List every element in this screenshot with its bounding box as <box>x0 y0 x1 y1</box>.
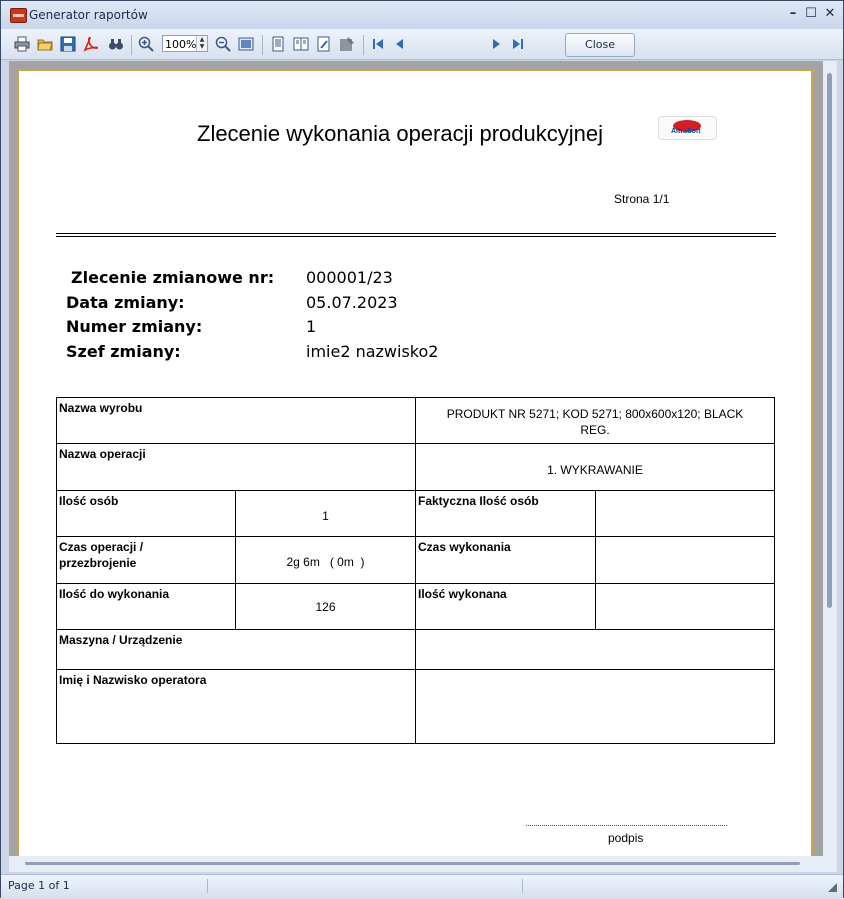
horizontal-scrollbar[interactable] <box>9 856 837 872</box>
vertical-scroll-thumb[interactable] <box>827 73 832 608</box>
shift-chief-value: imie2 nazwisko2 <box>306 342 439 361</box>
machine-label: Maszyna / Urządzenie <box>59 633 183 647</box>
save-icon[interactable] <box>60 36 76 52</box>
people-count-value-cell <box>235 490 416 537</box>
pdf-export-icon[interactable] <box>82 36 98 52</box>
divider-line <box>56 236 776 237</box>
operation-name-value: 1. WYKRAWANIE <box>547 463 643 477</box>
machine-cell <box>56 629 416 670</box>
operation-time-cell <box>56 536 236 584</box>
signature-label: podpis <box>608 831 644 845</box>
execution-time-label: Czas wykonania <box>418 540 511 554</box>
toolbar-separator <box>131 35 132 55</box>
quantity-done-cell <box>415 583 596 630</box>
operator-name-cell <box>56 669 416 744</box>
execution-time-cell <box>415 536 596 584</box>
shift-number-label: Numer zmiany: <box>66 317 203 336</box>
execution-time-value-cell[interactable] <box>595 536 775 584</box>
horizontal-scroll-thumb[interactable] <box>25 862 800 865</box>
previous-page-icon[interactable] <box>392 36 408 52</box>
quantity-to-do-value: 126 <box>315 600 336 614</box>
shift-number-value: 1 <box>306 317 317 336</box>
open-folder-icon[interactable] <box>37 36 53 52</box>
actual-people-label: Faktyczna Ilość osób <box>418 494 539 508</box>
operation-name-label: Nazwa operacji <box>59 447 146 461</box>
watermark-icon[interactable] <box>339 36 355 52</box>
maximize-button[interactable]: ☐ <box>805 6 817 21</box>
operator-name-value-cell[interactable] <box>415 669 775 744</box>
status-page-text: Page 1 of 1 <box>8 879 70 892</box>
toolbar-separator <box>363 35 364 55</box>
operation-time-label: Czas operacji / przezbrojenie <box>59 540 144 570</box>
product-name-value: PRODUKT NR 5271; KOD 5271; 800x600x120; BLACK REG. <box>446 407 744 437</box>
minimize-button[interactable]: – <box>789 6 797 21</box>
vertical-scrollbar[interactable] <box>823 61 837 856</box>
next-page-icon[interactable] <box>488 36 504 52</box>
report-viewer[interactable] <box>9 61 823 856</box>
quantity-to-do-label: Ilość do wykonania <box>59 587 170 601</box>
divider-line <box>56 233 776 234</box>
quantity-done-label: Ilość wykonana <box>418 587 507 601</box>
company-logo <box>658 116 717 140</box>
zoom-spinner-icon[interactable]: ▲ ▼ <box>196 36 207 51</box>
resize-grip-icon[interactable] <box>828 883 837 892</box>
actual-people-cell <box>415 490 596 537</box>
logo-text: AltraSoft <box>671 128 701 135</box>
find-icon[interactable] <box>108 36 124 52</box>
app-icon <box>10 8 27 23</box>
operation-name-value-cell <box>415 443 775 491</box>
quantity-to-do-value-cell <box>235 583 416 630</box>
product-name-value-cell <box>415 397 775 444</box>
shift-date-value: 05.07.2023 <box>306 293 398 312</box>
operation-name-cell <box>56 443 416 491</box>
toolbar-separator <box>262 35 263 55</box>
close-window-button[interactable]: ✕ <box>824 6 836 21</box>
quantity-done-value-cell[interactable] <box>595 583 775 630</box>
title-bar[interactable] <box>1 1 843 29</box>
zoom-in-icon[interactable] <box>138 36 154 52</box>
actual-people-value-cell[interactable] <box>595 490 775 537</box>
order-number-value: 000001/23 <box>306 268 393 287</box>
machine-value-cell[interactable] <box>415 629 775 670</box>
quantity-to-do-cell <box>56 583 236 630</box>
operation-time-value-cell <box>235 536 416 584</box>
operation-time-value: 2g 6m ( 0m ) <box>286 555 365 569</box>
print-icon[interactable] <box>14 36 30 52</box>
report-page <box>17 69 813 856</box>
status-divider <box>522 879 523 893</box>
page-setup-icon[interactable] <box>316 36 332 52</box>
shift-date-label: Data zmiany: <box>66 293 185 312</box>
product-name-label: Nazwa wyrobu <box>59 401 143 415</box>
window-title: Generator raportów <box>29 8 148 22</box>
close-button[interactable]: Close <box>565 33 635 57</box>
signature-line <box>526 825 727 826</box>
two-pages-icon[interactable] <box>293 36 309 52</box>
zoom-value: 100% <box>165 38 197 51</box>
people-count-cell <box>56 490 236 537</box>
status-divider <box>207 879 208 893</box>
first-page-icon[interactable] <box>370 36 386 52</box>
status-bar <box>1 874 843 899</box>
zoom-out-icon[interactable] <box>215 36 231 52</box>
last-page-icon[interactable] <box>510 36 526 52</box>
page-indicator: Strona 1/1 <box>614 192 670 206</box>
product-name-cell <box>56 397 416 444</box>
zoom-select[interactable] <box>162 35 208 52</box>
shift-chief-label: Szef zmiany: <box>66 342 181 361</box>
full-page-icon[interactable] <box>238 36 254 52</box>
order-number-label: Zlecenie zmianowe nr: <box>71 268 275 287</box>
people-count-label: Ilość osób <box>59 494 119 508</box>
toolbar <box>1 29 843 60</box>
operator-name-label: Imię i Nazwisko operatora <box>59 673 207 687</box>
single-page-icon[interactable] <box>270 36 286 52</box>
report-title: Zlecenie wykonania operacji produkcyjnej <box>197 121 604 146</box>
people-count-value: 1 <box>322 509 329 523</box>
